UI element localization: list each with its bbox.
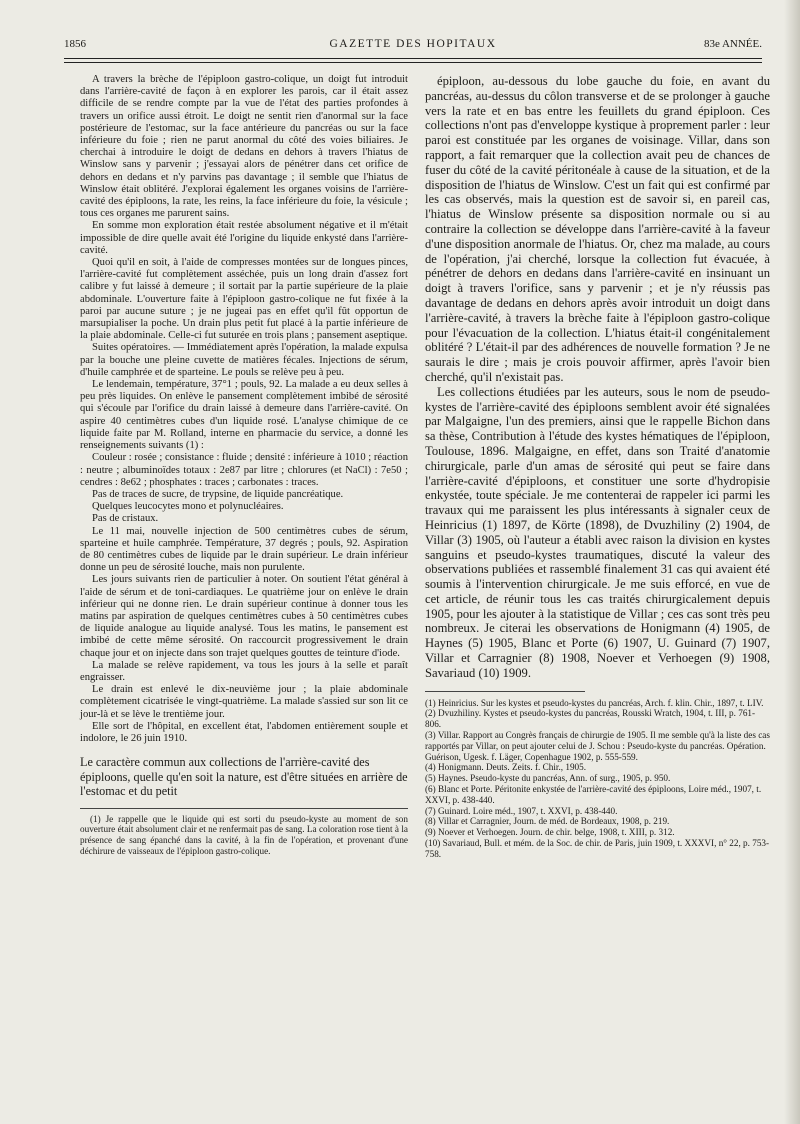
paragraph: Pas de traces de sucre, de trypsine, de liquide pancréatique. bbox=[92, 488, 344, 500]
paragraph: Elle sort de l'hôpital, en excellent état, l'abdomen entièrement souple et indolore, le 26 juin 1910. bbox=[80, 720, 408, 744]
page-edge-shadow bbox=[784, 0, 800, 1124]
paragraph: Les collections étudiées par les auteurs, sous le nom de pseudo-kystes de l'arrière-cavité des épiploons semblent avoir été signalées par Malgaigne, l'un des premiers, ainsi que le rappelle Bichon dans sa thèse, Contribution à l'étude des kystes hématiques de l'épiploon, Toulouse, 1896. Malgaigne, en effet, dans son Traité d'anatomie chirurgicale, parle d'un amas de sérosité qui peut se faire dans l'arrière-cavité d'épiploons, et constituer une sorte d'hydropisie enkystée, toute spéciale. Je me contenterai de rappeler ici parmi les travaux qui me paraissent les plus intéressants à signaler ceux de Heinricius (1) 1897, de Körte (1898), de Dvuzhiliny (2) 1904, de Villar (3) 1905, où l'auteur a établi avec raison la division en kystes sanguins et pseudo-kystes traumatiques, discuté la valeur des observations publiées et rassemblé finalement 31 cas qui avaient été soumis à l'intervention chirurgicale. Je me suis efforcé, en vue de cet article, de réunir tous les cas traités chirurgicalement depuis 1905, pour les ajouter à la statistique de Villar ; ces cas sont très peu nombreux. Je citerai les observations de Honigmann (4) 1905, de Haynes (5) 1905, Blanc et Porte (6) 1907, U. Guinard (7) 1907, Villar et Carragnier (8) 1908, Noever et Verhoegen (9) 1908, Savariaud (10) 1909. bbox=[425, 384, 770, 680]
header-rule-top bbox=[64, 58, 762, 59]
paragraph: En somme mon exploration était restée absolument négative et il m'était impossible de dire quelle avait été l'origine du liquide enkysté dans l'arrière-cavité. bbox=[80, 220, 408, 256]
footnote: (6) Blanc et Porte. Péritonite enkystée de l'arrière-cavité des épiploons, Loire méd., 1907, t. XXVI, p. 438-440. bbox=[425, 784, 762, 805]
footnote-rule bbox=[80, 808, 408, 809]
page-header bbox=[64, 38, 762, 54]
footnote: (1) Je rappelle que le liquide qui est sorti du pseudo-kyste au moment de son ouverture était absolument clair et ne renfermait pas de sang. La coloration rose tient à la présence de sang épanché dans la cavité, à la fin de l'opération, et provenant d'une déchirure de vaisseaux de l'épiploon gastro-colique. bbox=[80, 813, 408, 857]
paragraph: Couleur : rosée ; consistance : fluide ; densité : inférieure à 1010 ; réaction : neutre ; albuminoïdes totaux : 2e87 par litre ; chlorures (et NaCl) : 7e50 ; cendres : 8e62 ; phosphates : traces ; carbonates : traces. bbox=[80, 452, 408, 488]
footnote-rule bbox=[425, 691, 585, 692]
footnote: (3) Villar. Rapport au Congrès français de chirurgie de 1905. Il me semble qu'à la liste des cas rapportés par Villar, on peut ajouter celui de J. Schou : Pseudo-kyste du pancréas. Opération. Guérison, Ugesk. f. Läger, Copenhague 1902, p. 555-559. bbox=[425, 730, 770, 762]
paragraph: Le drain est enlevé le dix-neuvième jour ; la plaie abdominale complètement cicatrisée le vingt-quatrième. La malade s'assied sur son lit ce jour-là et se lève le trentième jour. bbox=[80, 684, 408, 720]
footnote: (9) Noever et Verhoegen. Journ. de chir. belge, 1908, t. XIII, p. 312. bbox=[425, 827, 675, 838]
year-label: 83e ANNÉE. bbox=[703, 38, 762, 50]
footnote: (7) Guinard. Loire méd., 1907, t. XXVI, p. 438-440. bbox=[425, 805, 618, 816]
section-heading: Le caractère commun aux collections de l'arrière-cavité des épiploons, quelle qu'en soit la nature, est d'être situées en arrière de l'estomac et du petit bbox=[80, 755, 408, 799]
paragraph: Suites opératoires. — Immédiatement après l'opération, la malade expulsa par la bouche une pleine cuvette de matières fécales. Injections de sérum, d'huile camphrée et de sparteine. Le pouls se relève peu à peu. bbox=[80, 342, 408, 378]
footnote: (4) Honigmann. Deuts. Zeits. f. Chir., 1905. bbox=[425, 762, 587, 773]
footnotes bbox=[425, 698, 770, 860]
paragraph: Les jours suivants rien de particulier à noter. On soutient l'état général à l'aide de sérum et de toni-cardiaques. Le quatrième jour on enlève le drain inférieur qui ne donne rien. Le drain supérieur continue à donner tous les matins par aspiration de quelques centimètres cubes à 50 centimètres cubes de liquide analogue au liquide analysé. Tous les matins, le pansement est imbibé de cette même sérosité. On raccourcit progressivement le drain chaque jour et on injecte dans son trajet quelques gouttes de teinture d'iode. bbox=[80, 574, 408, 659]
right-column-body bbox=[425, 74, 770, 681]
paragraph: A travers la brèche de l'épiploon gastro-colique, un doigt fut introduit dans l'arrière-cavité de façon à en explorer les parois, car il était assez difficile de se rendre compte par la vue de l'état des parties profondes à travers un orifice aussi étroit. Le doigt ne sentit rien d'anormal sur la face postérieure de l'estomac, sur la face antérieure du pancréas ou sur la face inférieure du foie ; rien ne parut anormal du côté des voies biliaires. Je cherchai à introduire le doigt de dedans en dehors à travers l'hiatus de Winslow sans y parvenir ; j'essayai alors de pénétrer dans cet orifice de dehors en dedans et n'y parvins pas davantage ; il semble que l'hiatus de Winslow était oblitéré. J'explorai également les organes voisins de l'arrière-cavité des épiploons, la rate, les reins, la face inférieure du foie, la vésicule ; tous ces organes me parurent sains. bbox=[80, 74, 408, 220]
paragraph: Quoi qu'il en soit, à l'aide de compresses montées sur de longues pinces, l'arrière-cavité fut complètement asséchée, puis un long drain d'assez fort calibre y fut laissé à demeure ; il sortait par la partie supérieure de la plaie abdominale. L'ouverture faite à l'épiploon gastro-colique ne fut fixée à la paroi par aucune suture ; je ne jugeai pas en effet qu'il fût opportun de marsupialiser la poche. Un drain plus petit fut placé à la partie inférieure de la plaie abdominale. Celle-ci fut suturée en trois plans ; pansement aseptique. bbox=[80, 257, 408, 342]
paragraph: Pas de cristaux. bbox=[92, 513, 159, 525]
footnote: (5) Haynes. Pseudo-kyste du pancréas, Ann. of surg., 1905, p. 950. bbox=[425, 773, 671, 784]
left-column bbox=[80, 74, 408, 857]
journal-title: GAZETTE DES HOPITAUX bbox=[329, 38, 497, 50]
paragraph: La malade se relève rapidement, va tous les jours à la selle et paraît engraisser. bbox=[80, 659, 408, 683]
paragraph: Le lendemain, température, 37°1 ; pouls, 92. La malade a eu deux selles à peu près liquides. On enlève le pansement complètement imbibé de sérosité qui s'écoule par l'orifice du drain laissé à demeure dans l'arrière-cavité. On aspire 40 centimètres cubes d'un liquide rosé. L'analyse chimique de ce liquide faite par M. Rolland, interne en pharmacie du service, a donné les renseignements suivants (1) : bbox=[80, 379, 408, 452]
paragraph: Le 11 mai, nouvelle injection de 500 centimètres cubes de sérum, sparteine et huile camphrée. Température, 37 degrés ; pouls, 92. Aspiration de 80 centimètres cubes de liquide par le drain supérieur. Le drain inférieur donne un peu de sérosité louche, mais non purulente. bbox=[80, 525, 408, 574]
footnote: (10) Savariaud, Bull. et mém. de la Soc. de chir. de Paris, juin 1909, t. XXXVI, n° 22, p. 753-758. bbox=[425, 838, 770, 859]
paragraph: épiploon, au-dessous du lobe gauche du foie, en avant du pancréas, au-dessus du côlon transverse et de se prolonger à gauche vers la rate et en bas entre les feuillets du grand épiploon. Ces collections n'ont pas d'enveloppe kystique à proprement parler : leur paroi est constituée par les organes de voisinage. Villar, dans son rapport, a fait remarquer que la collection avait peu de chances de fuser du côté de la cavité péritonéale à cause de la situation, et de la disposition de l'hiatus de Winslow. C'est un fait qui est confirmé par les cas observés, mais la question est de savoir si, en pareil cas, l'hiatus de Winslow présente sa disposition normale ou si au contraire la collection se développe dans l'arrière-cavité à la faveur d'une disposition anormale de l'hiatus. Or, chez ma malade, au cours de l'opération, j'ai cherché, lorsque la collection fut évacuée, à pénétrer de dehors en dedans dans l'arrière-cavité en insinuant un doigt à travers l'orifice, sans y parvenir ; et je n'y réussis pas davantage de dedans en dehors après avoir introduit un doigt dans l'arrière-cavité, à travers la brèche faite à l'épiploon gastro-colique pour l'évacuation de la collection. L'hiatus était-il congénitalement oblitéré ? L'était-il par des adhérences de nouvelle formation ? Je ne saurais le dire ; mais je crois pouvoir affirmer, après l'avoir bien cherché, qu'il n'existait pas. bbox=[425, 74, 770, 384]
left-column-body bbox=[80, 74, 408, 799]
footnote: (8) Villar et Carragnier, Journ. de méd. de Bordeaux, 1908, p. 219. bbox=[425, 816, 670, 827]
header-rule-bottom bbox=[64, 62, 762, 63]
footnote: (1) Heinricius. Sur les kystes et pseudo-kystes du pancréas, Arch. f. klin. Chir., 1897, t. LIV. bbox=[425, 697, 764, 708]
paragraph: Quelques leucocytes mono et polynucléaires. bbox=[92, 501, 284, 513]
page-number: 1856 bbox=[64, 38, 86, 50]
footnote: (2) Dvuzhiliny. Kystes et pseudo-kystes du pancréas, Rousski Wratch, 1904, t. III, p. 761-806. bbox=[425, 708, 756, 730]
right-column bbox=[425, 74, 770, 860]
